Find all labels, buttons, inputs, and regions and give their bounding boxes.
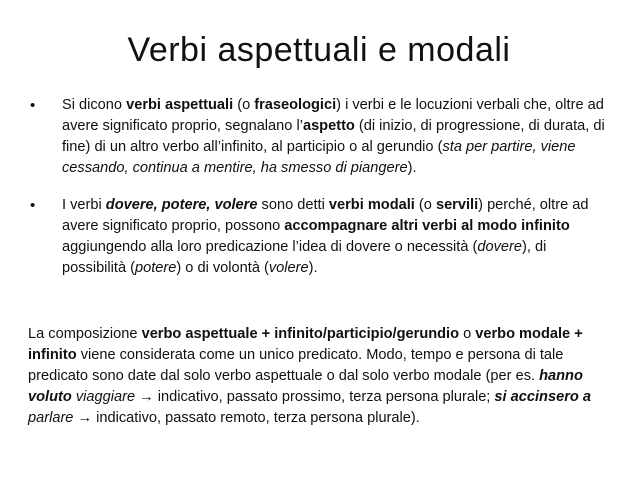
example-si-accinsero-a: si accinsero a: [494, 389, 591, 405]
text-span: → indicativo, passato prossimo, terza persona plurale;: [135, 389, 495, 405]
text-span: I verbi: [62, 197, 106, 213]
bullet-list: [28, 95, 608, 295]
text-span: ) o di volontà (: [176, 260, 269, 276]
term-verbi-aspettuali: verbi aspettuali: [126, 97, 234, 113]
text-span: (o: [414, 197, 436, 213]
bullet-symbol: •: [30, 97, 36, 114]
text-span: ).: [308, 260, 318, 276]
example-potere: potere: [135, 260, 177, 276]
term-aspetto: aspetto: [302, 118, 355, 134]
text-span: Si dicono: [62, 97, 127, 113]
text-span: ) i verbi e le locuzioni verbali che, oltre ad avere significato proprio, segnalano l’: [62, 97, 604, 134]
text-span: ) perché, oltre ad avere significato proprio, possono: [62, 197, 589, 234]
text-span: (di inizio, di progressione, di durata, di fine) di un altro verbo all’infinito, al participio o al gerundio (: [62, 118, 605, 155]
bullet-item-aspectual-verbs: [28, 95, 608, 179]
term-servili: servili: [435, 197, 479, 213]
text-span: (o: [233, 97, 255, 113]
term-dovere-potere-volere: dovere, potere, volere: [105, 197, 258, 213]
text-span: La composizione: [28, 326, 142, 342]
slide-title: Verbi aspettuali e modali: [127, 31, 511, 69]
text-span: viene considerata come un unico predicato. Modo, tempo e persona di tale predicato sono date dal solo verbo aspettuale o dal solo verbo modale (per es.: [28, 347, 564, 384]
text-span: o: [459, 326, 476, 342]
example-viaggiare: viaggiare: [75, 389, 136, 405]
text-span: ), di possibilità (: [62, 239, 547, 276]
example-aspectual: sta per partire, viene cessando, continua a mentire, ha smesso di piangere: [62, 139, 576, 176]
text-span: → indicativo, passato remoto, terza persona plurale).: [73, 410, 420, 426]
example-parlare: parlare: [28, 410, 74, 426]
text-span: ).: [407, 160, 417, 176]
example-dovere: dovere: [477, 239, 523, 255]
term-accompagnare: accompagnare altri verbi al modo infinito: [284, 218, 570, 234]
text-span: sono detti: [257, 197, 329, 213]
example-volere: volere: [268, 260, 309, 276]
text-span: aggiungendo alla loro predicazione l’idea di dovere o necessità (: [62, 239, 478, 255]
summary-paragraph: [28, 324, 614, 429]
bullet-item-modal-verbs: [28, 195, 608, 279]
example-hanno-voluto: hanno voluto: [28, 368, 583, 405]
term-verbo-aspettuale-composition: verbo aspettuale + infinito/participio/gerundio: [141, 326, 460, 342]
term-verbo-modale-composition: verbo modale + infinito: [28, 326, 583, 363]
bullet-symbol: •: [30, 197, 36, 214]
term-fraseologici: fraseologici: [254, 97, 337, 113]
term-verbi-modali: verbi modali: [328, 197, 415, 213]
